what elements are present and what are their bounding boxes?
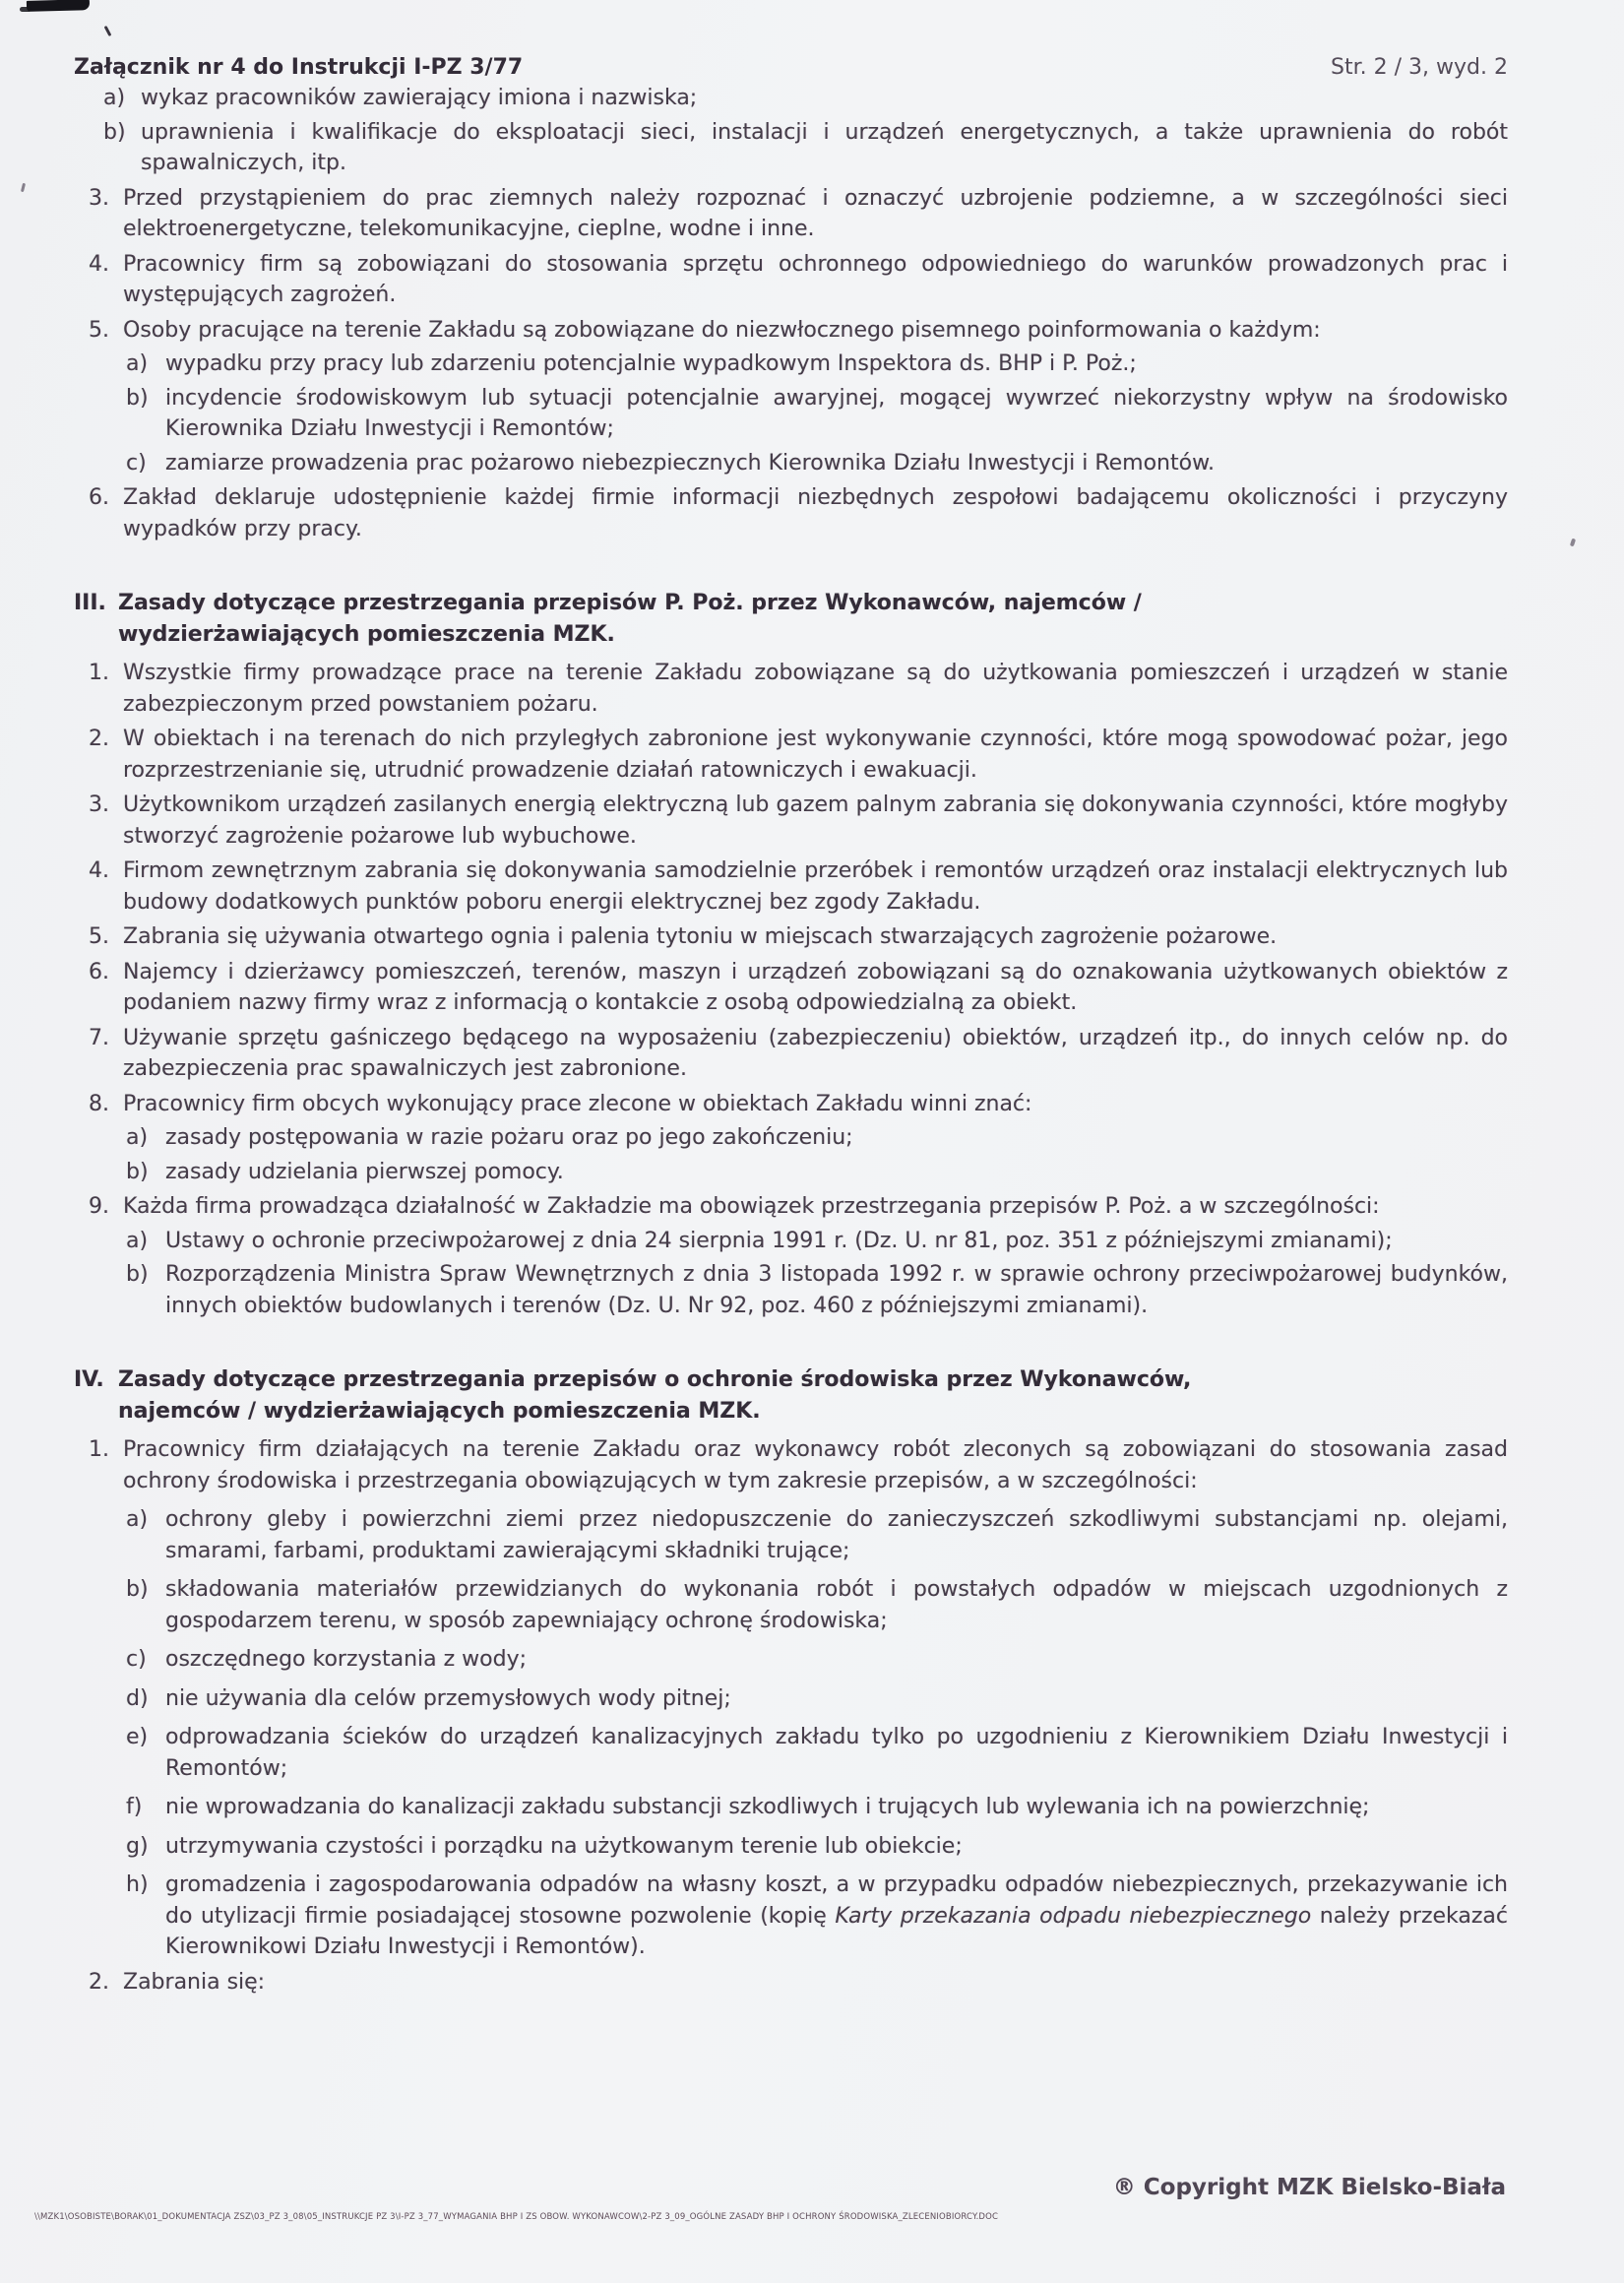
item-text: Przed przystąpieniem do prac ziemnych należy rozpoznać i oznaczyć uzbrojenie podziemne, a w szczególności sieci elektroenergetyczne, telekomunikacyjne, cieplne, wodne i inne. <box>123 185 1508 241</box>
list-item <box>89 1089 1508 1188</box>
item-number: 2. <box>89 1969 109 1995</box>
list-item <box>89 790 1508 852</box>
subitem-text: utrzymywania czystości i porządku na użytkowanym terenie lub obiekcie; <box>165 1833 963 1859</box>
list-subitem <box>126 1259 1508 1321</box>
list-item <box>89 658 1508 720</box>
scan-artifact <box>27 0 90 12</box>
scan-artifact <box>20 7 31 12</box>
section-heading-iii <box>74 588 1508 650</box>
subitem-label: h) <box>126 1872 149 1897</box>
sublist <box>126 1504 1508 1963</box>
document-file-path: \\MZK1\OSOBISTE\BORAK\01_DOKUMENTACJA ZSZ\03_PZ 3_08\05_INSTRUKCJE PZ 3\I-PZ 3_77_WYMAGANIA BHP I ZS OBOW. WYKONAWCOW\2-PZ 3_09_OGÓLNE ZASADY BHP I OCHRONY ŚRODOWISKA_ZLECENIOBIORCY.DOC <box>34 2212 999 2222</box>
list-subitem <box>126 1226 1508 1257</box>
sublist <box>126 1122 1508 1187</box>
subitem-label: a) <box>126 1507 149 1532</box>
subitem-label: c) <box>126 450 147 476</box>
list-subitem <box>126 1722 1508 1784</box>
section-title-line: Zasady dotyczące przestrzegania przepisów P. Poż. przez Wykonawców, najemców / <box>118 591 1142 615</box>
subitem-text <box>165 1870 1508 1963</box>
subitem-text: składowania materiałów przewidzianych do wykonania robót i powstałych odpadów w miejscach uzgodnionych z gospodarzem terenu, w sposób zapewniający ochronę środowiska; <box>165 1577 1508 1633</box>
subitem-text: Ustawy o ochronie przeciwpożarowej z dnia 24 sierpnia 1991 r. (Dz. U. nr 81, poz. 351 z późniejszymi zmianami); <box>165 1228 1393 1253</box>
sublist <box>126 349 1508 478</box>
item-text: Użytkownikom urządzeń zasilanych energią elektryczną lub gazem palnym zabrania się dokonywania czynności, które mogłyby stworzyć zagrożenie pożarowe lub wybuchowe. <box>123 793 1508 849</box>
page-number: Str. 2 / 3, wyd. 2 <box>1331 55 1508 80</box>
subitem-label: a) <box>103 86 126 110</box>
item-number: 7. <box>89 1025 109 1050</box>
item-text: Osoby pracujące na terenie Zakładu są zobowiązane do niezwłocznego pisemnego poinformowania o każdym: <box>123 317 1321 343</box>
item-text: Zakład deklaruje udostępnienie każdej firmie informacji niezbędnych zespołowi badającemu okoliczności i przyczyny wypadków przy pracy. <box>123 485 1508 541</box>
list-subitem <box>126 1574 1508 1636</box>
list-subitem <box>126 1644 1508 1676</box>
subitem-text-part: gromadzenia i zagospodarowania odpadów na własny koszt, a w przypadku odpadów niebezpiecznych, przekazywanie ich do utylizacji firmie posiadającej stosowne pozwolenie (kopię <box>165 1872 1508 1929</box>
scan-artifact <box>1570 539 1576 547</box>
list-item <box>89 724 1508 786</box>
item-text: Pracownicy firm działających na terenie Zakładu oraz wykonawcy robót zleconych są zobowiązani do stosowania zasad ochrony środowiska i przestrzegania obowiązujących w tym zakresie przepisów, a w szczególności: <box>123 1437 1508 1493</box>
item-number: 9. <box>89 1194 109 1219</box>
section-title-line: najemców / wydzierżawiających pomieszczenia MZK. <box>118 1398 761 1424</box>
item-text: Zabrania się: <box>123 1969 266 1995</box>
item-text: Każda firma prowadząca działalność w Zakładzie ma obowiązek przestrzegania przepisów P. Poż. a w szczególności: <box>123 1194 1380 1219</box>
item-number: 1. <box>89 661 109 685</box>
scan-artifact <box>21 183 26 192</box>
subitem-text-part: należy przekazać Kierownikowi Działu Inwestycji i Remontów). <box>165 1903 1508 1959</box>
subitem-text: zamiarze prowadzenia prac pożarowo niebezpiecznych Kierownika Działu Inwestycji i Remontów. <box>165 450 1216 476</box>
item-text: W obiektach i na terenach do nich przyległych zabronione jest wykonywanie czynności, które mogą spowodować pożar, jego rozprzestrzenianie się, utrudnić prowadzenie działań ratowniczych i ewakuacji. <box>123 727 1508 783</box>
subitem-text: Rozporządzenia Ministra Spraw Wewnętrznych z dnia 3 listopada 1992 r. w sprawie ochrony przeciwpożarowej budynków, innych obiektów budowlanych i terenów (Dz. U. Nr 92, poz. 460 z późniejszymi zmianami). <box>165 1262 1508 1318</box>
list-subitem <box>103 83 1508 114</box>
item-number: 2. <box>89 727 109 751</box>
list-subitem <box>126 1122 1508 1154</box>
item-text: Firmom zewnętrznym zabrania się dokonywania samodzielnie przeróbek i remontów urządzeń oraz instalacji elektrycznych lub budowy dodatkowych punktów poboru energii elektrycznej bez zgody Zakładu. <box>123 858 1508 915</box>
subitem-text: oszczędnego korzystania z wody; <box>165 1647 528 1672</box>
document-body <box>74 83 1508 1998</box>
list-subitem <box>103 117 1508 179</box>
list-item <box>89 921 1508 953</box>
subitem-label: g) <box>126 1833 149 1859</box>
subitem-text-italic: Karty przekazania odpadu niebezpiecznego <box>835 1903 1312 1929</box>
subitem-label: b) <box>126 1262 149 1287</box>
subitem-text: uprawnienia i kwalifikacje do eksploatacji sieci, instalacji i urządzeń energetycznych, a także uprawnienia do robót spawalniczych, itp. <box>141 119 1508 175</box>
continuation-sublist <box>103 83 1508 179</box>
subitem-text: zasady udzielania pierwszej pomocy. <box>165 1159 564 1184</box>
item-number: 6. <box>89 485 109 510</box>
list-item <box>89 1023 1508 1085</box>
item-text: Pracownicy firm obcych wykonujący prace zlecone w obiektach Zakładu winni znać: <box>123 1091 1032 1116</box>
list-item <box>89 249 1508 311</box>
list-subitem <box>126 1870 1508 1963</box>
item-number: 4. <box>89 251 109 277</box>
subitem-label: a) <box>126 1228 149 1253</box>
section-number: IV. <box>74 1367 104 1392</box>
document-header <box>0 0 1624 80</box>
subitem-label: b) <box>126 1159 149 1184</box>
list-item <box>89 957 1508 1019</box>
subitem-label: a) <box>126 351 149 376</box>
list-item <box>89 1191 1508 1321</box>
subitem-label: b) <box>126 385 149 411</box>
section-title-line: Zasady dotyczące przestrzegania przepisów o ochronie środowiska przez Wykonawców, <box>118 1367 1192 1392</box>
attachment-title: Załącznik nr 4 do Instrukcji I-PZ 3/77 <box>74 55 524 80</box>
subitem-label: c) <box>126 1647 147 1672</box>
item-text: Używanie sprzętu gaśniczego będącego na wyposażeniu (zabezpieczeniu) obiektów, urządzeń itp., do innych celów np. do zabezpieczenia prac spawalniczych jest zabronione. <box>123 1025 1508 1081</box>
item-number: 4. <box>89 858 109 883</box>
subitem-text: zasady postępowania w razie pożaru oraz po jego zakończeniu; <box>165 1125 853 1150</box>
subitem-text: nie używania dla celów przemysłowych wody pitnej; <box>165 1685 731 1711</box>
list-item <box>89 1967 1508 1998</box>
subitem-label: b) <box>103 119 126 145</box>
item-text: Wszystkie firmy prowadzące prace na terenie Zakładu zobowiązane są do użytkowania pomieszczeń i urządzeń w stanie zabezpieczonym przed powstaniem pożaru. <box>123 661 1508 717</box>
list-subitem <box>126 1683 1508 1715</box>
section-title-line: wydzierżawiających pomieszczenia MZK. <box>118 621 615 647</box>
list-item <box>89 315 1508 479</box>
subitem-text: incydencie środowiskowym lub sytuacji potencjalnie awaryjnej, mogącej wywrzeć niekorzystny wpływ na środowisko Kierownika Działu Inwestycji i Remontów; <box>165 385 1508 441</box>
list-item <box>89 1434 1508 1963</box>
list-item <box>89 183 1508 245</box>
list-subitem <box>126 383 1508 445</box>
item-text: Pracownicy firm są zobowiązani do stosowania sprzętu ochronnego odpowiedniego do warunków prowadzonych prac i występujących zagrożeń. <box>123 251 1508 307</box>
subitem-text: nie wprowadzania do kanalizacji zakładu substancji szkodliwych i trujących lub wylewania ich na powierzchnię; <box>165 1795 1370 1819</box>
item-text: Najemcy i dzierżawcy pomieszczeń, terenów, maszyn i urządzeń zobowiązani są do oznakowania użytkowanych obiektów z podaniem nazwy firmy wraz z informacją o kontakcie z osobą odpowiedzialną za obiekt. <box>123 959 1508 1015</box>
subitem-text: wykaz pracowników zawierający imiona i nazwiska; <box>141 86 698 110</box>
list-subitem <box>126 1792 1508 1823</box>
subitem-label: e) <box>126 1725 149 1749</box>
copyright-notice: ® Copyright MZK Bielsko-Biała <box>1112 2175 1506 2200</box>
list-subitem <box>126 349 1508 380</box>
subitem-text: odprowadzania ścieków do urządzeń kanalizacyjnych zakładu tylko po uzgodnieniu z Kierownikiem Działu Inwestycji i Remontów; <box>165 1725 1508 1781</box>
list-subitem <box>126 1504 1508 1566</box>
item-number: 5. <box>89 924 109 949</box>
subitem-text: wypadku przy pracy lub zdarzeniu potencjalnie wypadkowym Inspektora ds. BHP i P. Poż.; <box>165 351 1137 376</box>
list-subitem <box>126 1831 1508 1863</box>
list-item <box>89 856 1508 918</box>
list-item <box>89 482 1508 544</box>
item-number: 5. <box>89 317 109 343</box>
item-number: 3. <box>89 793 109 817</box>
subitem-label: f) <box>126 1795 143 1819</box>
item-number: 1. <box>89 1437 109 1462</box>
subitem-label: d) <box>126 1685 149 1711</box>
item-number: 8. <box>89 1091 109 1116</box>
subitem-text: ochrony gleby i powierzchni ziemi przez niedopuszczenie do zanieczyszczeń szkodliwymi substancjami np. olejami, smarami, farbami, produktami zawierającymi składniki trujące; <box>165 1507 1508 1563</box>
subitem-label: a) <box>126 1125 149 1150</box>
subitem-label: b) <box>126 1577 149 1602</box>
item-number: 6. <box>89 959 109 984</box>
sublist <box>126 1226 1508 1322</box>
section-heading-iv <box>74 1364 1508 1427</box>
item-text: Zabrania się używania otwartego ognia i palenia tytoniu w miejscach stwarzających zagrożenie pożarowe. <box>123 924 1278 949</box>
list-subitem <box>126 448 1508 479</box>
section-number: III. <box>74 591 106 615</box>
list-subitem <box>126 1157 1508 1188</box>
item-number: 3. <box>89 185 109 211</box>
